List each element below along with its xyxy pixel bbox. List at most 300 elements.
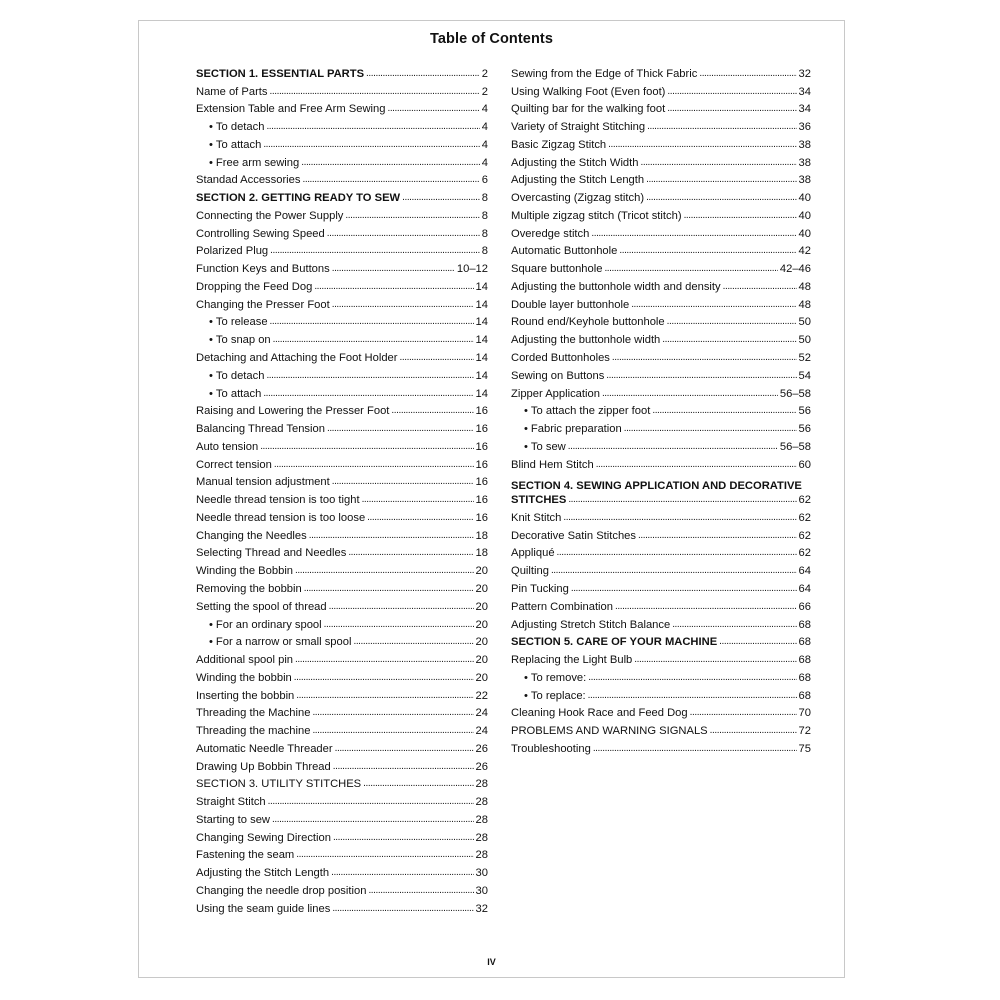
dot-leader: [368, 884, 473, 898]
toc-entry: [196, 738, 488, 756]
toc-entry: [196, 276, 488, 294]
toc-entry-label: Drawing Up Bobbin Thread: [196, 760, 331, 773]
dot-leader: [608, 138, 796, 152]
bullet-icon: •: [209, 387, 213, 400]
toc-entry: [196, 880, 488, 898]
toc-entry-label: Double layer buttonhole: [511, 298, 630, 311]
toc-entry: [511, 223, 811, 241]
toc-entry-page: 56: [798, 405, 811, 418]
toc-entry-page: 16: [475, 405, 488, 418]
toc-entry-page: 16: [475, 440, 488, 453]
toc-entry: [196, 365, 488, 383]
toc-entry-label: SECTION 4. SEWING APPLICATION AND DECORATIVE: [511, 480, 802, 493]
toc-entry: [511, 401, 811, 419]
toc-entry-label-continuation: STITCHES: [511, 494, 567, 507]
dot-leader: [367, 511, 473, 525]
toc-entry-label: Multiple zigzag stitch (Tricot stitch): [511, 209, 682, 222]
toc-entry-label: Additional spool pin: [196, 654, 294, 667]
toc-entry-page: 60: [798, 458, 811, 471]
toc-entry-label: Removing the bobbin: [196, 582, 302, 595]
dot-leader: [304, 582, 474, 596]
toc-entry-page: 36: [798, 121, 811, 134]
toc-entry: [511, 596, 811, 614]
toc-entry-page: 4: [481, 156, 488, 169]
toc-entry-label: Correct tension: [196, 458, 272, 471]
page-title: Table of Contents: [429, 31, 554, 47]
toc-entry-label: Name of Parts: [196, 85, 268, 98]
toc-entry-page: 68: [798, 689, 811, 702]
toc-entry-label: SECTION 3. UTILITY STITCHES: [196, 778, 362, 791]
dot-leader: [588, 671, 796, 685]
dot-leader: [309, 529, 474, 543]
toc-entry: [196, 187, 488, 205]
toc-entry: [511, 383, 811, 401]
dot-leader: [667, 315, 797, 329]
toc-entry: [511, 294, 811, 312]
toc-entry-page: 8: [481, 227, 488, 240]
toc-entry-page: 14: [475, 352, 488, 365]
toc-entry-page: 52: [798, 352, 811, 365]
toc-entry: [196, 205, 488, 223]
dot-leader: [640, 156, 796, 170]
toc-entry-page: 70: [798, 707, 811, 720]
toc-entry: [196, 152, 488, 170]
toc-entry: [511, 720, 811, 738]
toc-entry-page: 56–58: [779, 387, 811, 400]
toc-entry-label: Sewing on Buttons: [511, 369, 605, 382]
toc-entry: [196, 667, 488, 685]
toc-entry-label-group: [209, 333, 271, 347]
dot-leader: [301, 156, 480, 170]
toc-entry: [196, 241, 488, 259]
toc-entry-page: 62: [798, 494, 811, 507]
toc-entry: [511, 170, 811, 188]
dot-leader: [268, 795, 474, 809]
toc-entry-page: 28: [475, 813, 488, 826]
dot-leader: [296, 848, 473, 862]
toc-entry: [511, 241, 811, 259]
dot-leader: [294, 671, 474, 685]
dot-leader: [602, 387, 778, 401]
bullet-icon: •: [524, 440, 528, 453]
toc-entry-page: 56–58: [779, 440, 811, 453]
toc-entry: [511, 685, 811, 703]
toc-entry-label: Appliqué: [511, 547, 555, 560]
toc-entry-page: 4: [481, 121, 488, 134]
toc-entry: [196, 827, 488, 845]
toc-entry-label: Zipper Application: [511, 387, 600, 400]
dot-leader: [684, 209, 797, 223]
toc-entry-page: 62: [798, 511, 811, 524]
dot-leader: [557, 546, 797, 560]
dot-leader: [312, 724, 473, 738]
dot-leader: [551, 564, 797, 578]
toc-entry: [196, 116, 488, 134]
toc-entry-label-group: [524, 689, 586, 703]
dot-leader: [266, 120, 479, 134]
toc-entry: [196, 294, 488, 312]
dot-leader: [387, 102, 479, 116]
dot-leader: [400, 351, 474, 365]
dot-leader: [333, 760, 474, 774]
toc-entry-page: 48: [798, 298, 811, 311]
toc-entry-label: For a narrow or small spool: [215, 636, 352, 649]
toc-entry-label: Decorative Satin Stitches: [511, 529, 636, 542]
toc-entry-page: 54: [798, 369, 811, 382]
bullet-icon: •: [524, 405, 528, 418]
toc-entry-label-group: [524, 440, 566, 454]
dot-leader: [260, 440, 473, 454]
toc-entry: [511, 543, 811, 561]
bullet-icon: •: [209, 138, 213, 151]
dot-leader: [402, 191, 480, 205]
toc-entry: [196, 720, 488, 738]
toc-entry-label: Inserting the bobbin: [196, 689, 295, 702]
toc-entry: [511, 472, 811, 508]
dot-leader: [270, 244, 480, 258]
toc-entry-label: Fabric preparation: [530, 423, 622, 436]
dot-leader: [591, 227, 796, 241]
toc-entry: [196, 756, 488, 774]
dot-leader: [270, 315, 474, 329]
toc-entry-page: 16: [475, 511, 488, 524]
toc-entry-page: 68: [798, 671, 811, 684]
toc-entry-label: Knit Stitch: [511, 511, 562, 524]
toc-entry: [511, 649, 811, 667]
dot-leader: [699, 67, 796, 81]
toc-entry: [511, 258, 811, 276]
toc-entry: [511, 116, 811, 134]
toc-entry-label-group: [524, 422, 622, 436]
dot-leader: [296, 689, 473, 703]
dot-leader: [588, 689, 797, 703]
toc-entry-label: Changing the Presser Foot: [196, 298, 330, 311]
toc-entry-page: 24: [475, 725, 488, 738]
toc-entry-page: 66: [798, 600, 811, 613]
toc-entry-page: 38: [798, 138, 811, 151]
toc-entry-label: Controlling Sewing Speed: [196, 227, 325, 240]
toc-entry-label: To sew: [530, 440, 566, 453]
toc-entry-label: Winding the Bobbin: [196, 565, 294, 578]
toc-entry-label: Straight Stitch: [196, 796, 266, 809]
dot-leader: [646, 173, 796, 187]
toc-entry-page: 28: [475, 796, 488, 809]
dot-leader: [332, 475, 474, 489]
toc-entry-label: Auto tension: [196, 440, 259, 453]
dot-leader: [324, 618, 474, 632]
dot-leader: [345, 209, 479, 223]
toc-entry-label: Fastening the seam: [196, 849, 295, 862]
toc-entry-page: 20: [475, 636, 488, 649]
toc-entry-page: 24: [475, 707, 488, 720]
toc-entry: [196, 436, 488, 454]
bullet-icon: •: [209, 316, 213, 329]
toc-entry: [196, 774, 488, 792]
toc-entry: [511, 81, 811, 99]
toc-entry-label: Free arm sewing: [215, 156, 300, 169]
dot-leader: [593, 742, 797, 756]
toc-entry-page: 14: [475, 298, 488, 311]
toc-entry-label: Extension Table and Free Arm Sewing: [196, 103, 386, 116]
toc-entry: [511, 365, 811, 383]
toc-entry: [196, 223, 488, 241]
toc-entry-label: Polarized Plug: [196, 245, 269, 258]
toc-entry-label: Threading the machine: [196, 725, 311, 738]
bullet-icon: •: [209, 618, 213, 631]
bullet-icon: •: [524, 671, 528, 684]
toc-entry-label: To detach: [215, 121, 265, 134]
toc-entry-page: 75: [798, 742, 811, 755]
dot-leader: [624, 422, 797, 436]
toc-entry-page: 20: [475, 582, 488, 595]
dot-leader: [274, 458, 474, 472]
dot-leader: [631, 298, 796, 312]
bullet-icon: •: [524, 689, 528, 702]
dot-leader: [348, 546, 473, 560]
dot-leader: [333, 831, 474, 845]
toc-entry-label: Using the seam guide lines: [196, 902, 331, 915]
dot-leader: [690, 706, 797, 720]
toc-entry: [196, 454, 488, 472]
toc-entry-label: Adjusting the Stitch Width: [511, 156, 639, 169]
toc-entry: [196, 632, 488, 650]
toc-entry: [511, 205, 811, 223]
dot-leader: [667, 85, 796, 99]
toc-entry-label: Standad Accessories: [196, 174, 301, 187]
dot-leader: [619, 244, 796, 258]
dot-leader: [327, 227, 480, 241]
toc-entry: [196, 862, 488, 880]
toc-entry-page: 14: [475, 334, 488, 347]
toc-entry: [511, 312, 811, 330]
toc-entry-label: Blind Hem Stitch: [511, 458, 594, 471]
toc-entry-label: To release: [215, 316, 268, 329]
toc-entry-page: 8: [481, 192, 488, 205]
toc-entry-page: 2: [481, 85, 488, 98]
dot-leader: [568, 440, 778, 454]
toc-entry: [196, 703, 488, 721]
toc-entry-page: 26: [475, 760, 488, 773]
toc-entry-label: Pattern Combination: [511, 600, 613, 613]
toc-entry: [196, 543, 488, 561]
bullet-icon: •: [209, 636, 213, 649]
toc-entry-label: To attach: [215, 138, 262, 151]
toc-entry-label: Connecting the Power Supply: [196, 209, 344, 222]
toc-entry: [196, 649, 488, 667]
dot-leader: [604, 262, 777, 276]
toc-entry: [196, 525, 488, 543]
toc-entry-page: 8: [481, 245, 488, 258]
toc-entry: [196, 489, 488, 507]
toc-entry-page: 64: [798, 582, 811, 595]
toc-entry-label-group: [209, 156, 299, 170]
toc-entry-page: 10–12: [456, 263, 488, 276]
toc-entry: [196, 560, 488, 578]
toc-entry-label: Pin Tucking: [511, 582, 569, 595]
toc-entry-label: Troubleshooting: [511, 742, 591, 755]
toc-entry-page: 40: [798, 227, 811, 240]
toc-entry-label: Needle thread tension is too tight: [196, 494, 360, 507]
toc-entry-page: 62: [798, 529, 811, 542]
toc-entry-label: Selecting Thread and Needles: [196, 547, 347, 560]
toc-entry-page: 40: [798, 192, 811, 205]
toc-entry-page: 20: [475, 600, 488, 613]
toc-entry-label: Replacing the Light Bulb: [511, 654, 633, 667]
toc-entry-page: 18: [475, 529, 488, 542]
bullet-icon: •: [209, 156, 213, 169]
toc-entry: [511, 614, 811, 632]
dot-leader: [331, 866, 473, 880]
toc-entry-page: 38: [798, 156, 811, 169]
toc-left-column: [196, 63, 488, 916]
toc-entry: [196, 578, 488, 596]
toc-entry: [511, 418, 811, 436]
toc-entry-page: 50: [798, 316, 811, 329]
toc-entry-label: Adjusting the Stitch Length: [511, 174, 645, 187]
toc-entry-page: 20: [475, 618, 488, 631]
toc-entry: [196, 614, 488, 632]
dot-leader: [612, 351, 797, 365]
dot-leader: [332, 902, 473, 916]
toc-entry: [196, 401, 488, 419]
dot-leader: [647, 120, 796, 134]
toc-entry: [511, 703, 811, 721]
toc-entry-label: Dropping the Feed Dog: [196, 280, 313, 293]
toc-entry: [511, 276, 811, 294]
toc-entry-label-group: [209, 387, 261, 401]
toc-entry-label: Automatic Needle Threader: [196, 742, 333, 755]
toc-entry-label: Starting to sew: [196, 813, 270, 826]
toc-entry-label: To snap on: [215, 334, 271, 347]
toc-entry-label: Setting the spool of thread: [196, 600, 327, 613]
dot-leader: [634, 653, 796, 667]
dot-leader: [568, 493, 796, 507]
bullet-icon: •: [524, 423, 528, 436]
toc-entry: [196, 258, 488, 276]
dot-leader: [710, 724, 797, 738]
toc-entry-label: Sewing from the Edge of Thick Fabric: [511, 67, 698, 80]
toc-entry-label: SECTION 1. ESSENTIAL PARTS: [196, 67, 365, 80]
toc-entry: [196, 99, 488, 117]
dot-leader: [329, 600, 474, 614]
toc-entry: [196, 507, 488, 525]
toc-entry-page: 28: [475, 849, 488, 862]
toc-entry-page: 56: [798, 423, 811, 436]
dot-leader: [312, 706, 473, 720]
dot-leader: [314, 280, 473, 294]
toc-entry-label: PROBLEMS AND WARNING SIGNALS: [511, 725, 708, 738]
toc-entry-label: Automatic Buttonhole: [511, 245, 618, 258]
toc-entry-page: 48: [798, 280, 811, 293]
dot-leader: [571, 582, 797, 596]
toc-entry: [511, 134, 811, 152]
dot-leader: [723, 280, 797, 294]
toc-entry-page: 30: [475, 867, 488, 880]
dot-leader: [638, 529, 797, 543]
toc-entry-label-group: [209, 635, 351, 649]
toc-entry-label: Function Keys and Buttons: [196, 263, 330, 276]
toc-entry-page: 64: [798, 565, 811, 578]
toc-entry-page: 42–46: [779, 263, 811, 276]
toc-entry-label: For an ordinary spool: [215, 618, 322, 631]
toc-entry-label: Corded Buttonholes: [511, 352, 610, 365]
toc-entry-label: Overcasting (Zigzag stitch): [511, 192, 645, 205]
toc-entry-page: 20: [475, 654, 488, 667]
toc-entry-label: Changing Sewing Direction: [196, 831, 331, 844]
toc-entry-label-group: [524, 671, 586, 685]
toc-entry-label-group: [524, 404, 650, 418]
toc-entry-label: Overedge stitch: [511, 227, 590, 240]
toc-entry-label: Adjusting the Stitch Length: [196, 867, 330, 880]
toc-entry: [511, 507, 811, 525]
toc-entry-label-group: [209, 315, 268, 329]
toc-entry-page: 34: [798, 85, 811, 98]
toc-entry-page: 16: [475, 494, 488, 507]
toc-entry-page: 40: [798, 209, 811, 222]
toc-entry-label: To remove:: [530, 671, 587, 684]
toc-entry: [511, 152, 811, 170]
dot-leader: [266, 369, 473, 383]
toc-entry: [511, 347, 811, 365]
toc-entry-label: Raising and Lowering the Presser Foot: [196, 405, 390, 418]
toc-entry-label: Threading the Machine: [196, 707, 311, 720]
toc-entry: [511, 525, 811, 543]
dot-leader: [295, 653, 474, 667]
toc-entry-label-group: [209, 369, 264, 383]
dot-leader: [391, 404, 473, 418]
toc-entry-page: 26: [475, 742, 488, 755]
toc-entry-page: 14: [475, 369, 488, 382]
toc-entry-page: 68: [798, 654, 811, 667]
toc-entry-label: Cleaning Hook Race and Feed Dog: [511, 707, 688, 720]
toc-entry: [511, 329, 811, 347]
toc-entry-page: 20: [475, 565, 488, 578]
dot-leader: [652, 404, 796, 418]
toc-entry-label: Using Walking Foot (Even foot): [511, 85, 666, 98]
document-page: [138, 20, 845, 978]
toc-entry-page: 38: [798, 174, 811, 187]
toc-entry-page: 18: [475, 547, 488, 560]
toc-entry-label: Detaching and Attaching the Foot Holder: [196, 352, 398, 365]
toc-entry-label: Changing the needle drop position: [196, 884, 367, 897]
toc-entry: [511, 63, 811, 81]
toc-entry-page: 34: [798, 103, 811, 116]
toc-entry-label: Round end/Keyhole buttonhole: [511, 316, 665, 329]
dot-leader: [270, 85, 480, 99]
toc-entry-page: 16: [475, 423, 488, 436]
toc-entry: [196, 63, 488, 81]
toc-entry-label-group: [209, 618, 322, 632]
toc-entry-page: 14: [475, 280, 488, 293]
dot-leader: [362, 493, 474, 507]
toc-entry-label: Variety of Straight Stitching: [511, 121, 646, 134]
toc-entry-label: Adjusting the buttonhole width and density: [511, 280, 721, 293]
toc-entry-label: Adjusting the buttonhole width: [511, 334, 661, 347]
dot-leader: [646, 191, 796, 205]
toc-entry-page: 68: [798, 636, 811, 649]
dot-leader: [596, 458, 797, 472]
toc-entry: [196, 685, 488, 703]
dot-leader: [263, 138, 479, 152]
toc-entry: [196, 845, 488, 863]
toc-entry: [511, 560, 811, 578]
toc-entry: [196, 472, 488, 490]
toc-right-column: [511, 63, 811, 756]
toc-entry-label: Manual tension adjustment: [196, 476, 330, 489]
toc-entry-label: Needle thread tension is too loose: [196, 511, 366, 524]
toc-entry-label: Winding the bobbin: [196, 671, 292, 684]
toc-entry-page: 72: [798, 725, 811, 738]
